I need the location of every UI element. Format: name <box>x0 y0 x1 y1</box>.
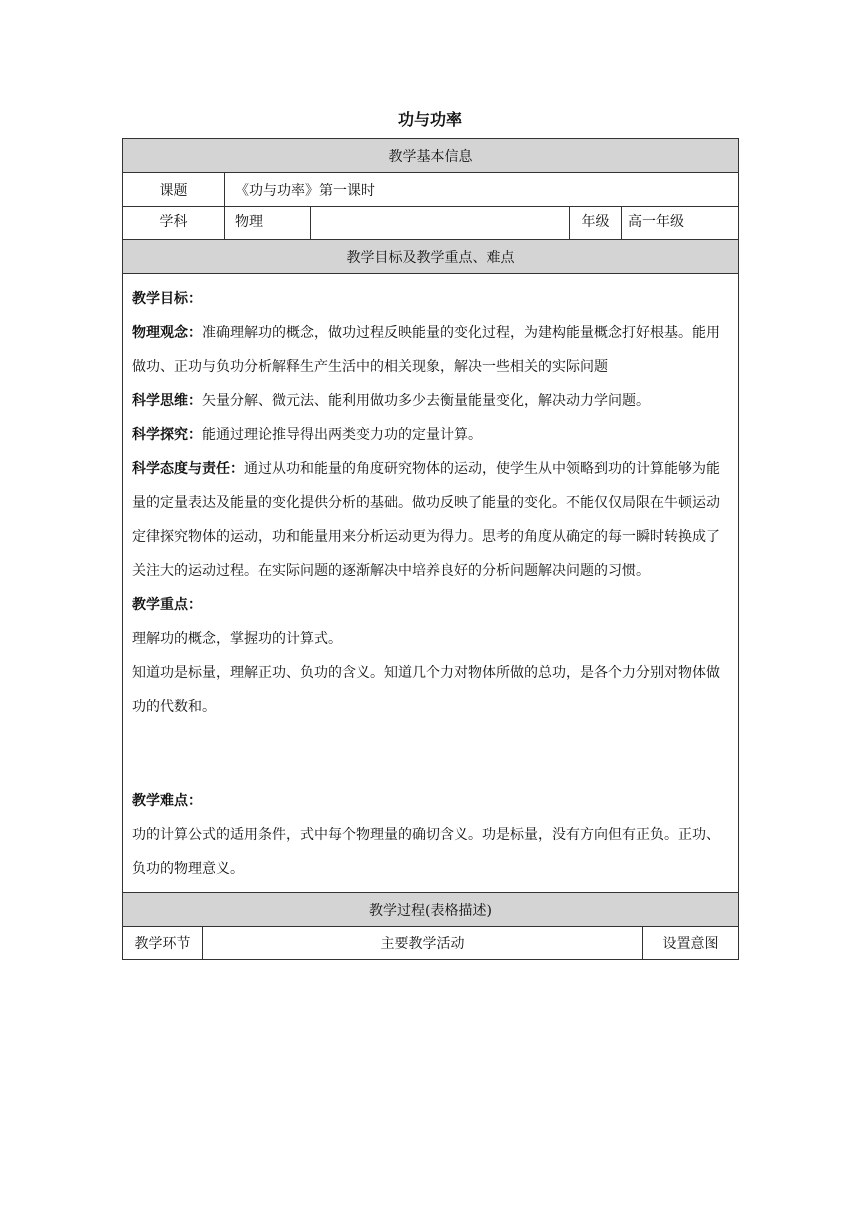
goals-content <box>123 274 739 893</box>
blank-spacer <box>132 724 730 784</box>
empty-cell <box>311 207 570 240</box>
grade-label: 年级 <box>570 207 622 240</box>
subject-label: 学科 <box>123 207 225 240</box>
difficult-points-heading: 教学难点： <box>132 793 202 809</box>
goals-heading: 教学目标： <box>132 291 202 307</box>
key-point-2: 知道功是标量，理解正功、负功的含义。知道几个力对物体所做的总功，是各个力分别对物体做功的代数和。 <box>132 665 720 715</box>
section-header-basic-info: 教学基本信息 <box>123 139 739 173</box>
section-header-goals: 教学目标及教学重点、难点 <box>123 240 739 274</box>
topic-value: 《功与功率》第一课时 <box>225 173 739 207</box>
scientific-inquiry-paragraph: 科学探究：能通过理论推导得出两类变力功的定量计算。 <box>132 427 482 443</box>
process-header-stage: 教学环节 <box>123 927 203 960</box>
physics-concept-paragraph: 物理观念：准确理解功的概念，做功过程反映能量的变化过程，为建构能量概念打好根基。能用做功、正功与负功分析解释生产生活中的相关现象，解决一些相关的实际问题 <box>132 325 720 375</box>
topic-label: 课题 <box>123 173 225 207</box>
attitude-responsibility-paragraph: 科学态度与责任：通过从功和能量的角度研究物体的运动，使学生从中领略到功的计算能够为能量的定量表达及能量的变化提供分析的基础。做功反映了能量的变化。不能仅仅局限在牛顿运动定律探究物体的运动，功和能量用来分析运动更为得力。思考的角度从确定的每一瞬时转换成了关注大的运动过程。在实际问题的逐渐解决中培养良好的分析问题解决问题的习惯。 <box>132 461 720 579</box>
key-point-1: 理解功的概念，掌握功的计算式。 <box>132 631 342 647</box>
process-header-intent: 设置意图 <box>643 927 739 960</box>
subject-value: 物理 <box>225 207 311 240</box>
process-header-activity: 主要教学活动 <box>203 927 643 960</box>
scientific-thinking-paragraph: 科学思维：矢量分解、微元法、能利用做功多少去衡量能量变化，解决动力学问题。 <box>132 393 650 409</box>
key-points-heading: 教学重点： <box>132 597 202 613</box>
grade-value: 高一年级 <box>622 207 739 240</box>
document-title: 功与功率 <box>397 110 462 129</box>
lesson-plan-table <box>122 138 739 960</box>
difficult-point-1: 功的计算公式的适用条件，式中每个物理量的确切含义。功是标量，没有方向但有正负。正功、负功的物理意义。 <box>132 827 720 877</box>
section-header-process: 教学过程(表格描述) <box>123 893 739 927</box>
